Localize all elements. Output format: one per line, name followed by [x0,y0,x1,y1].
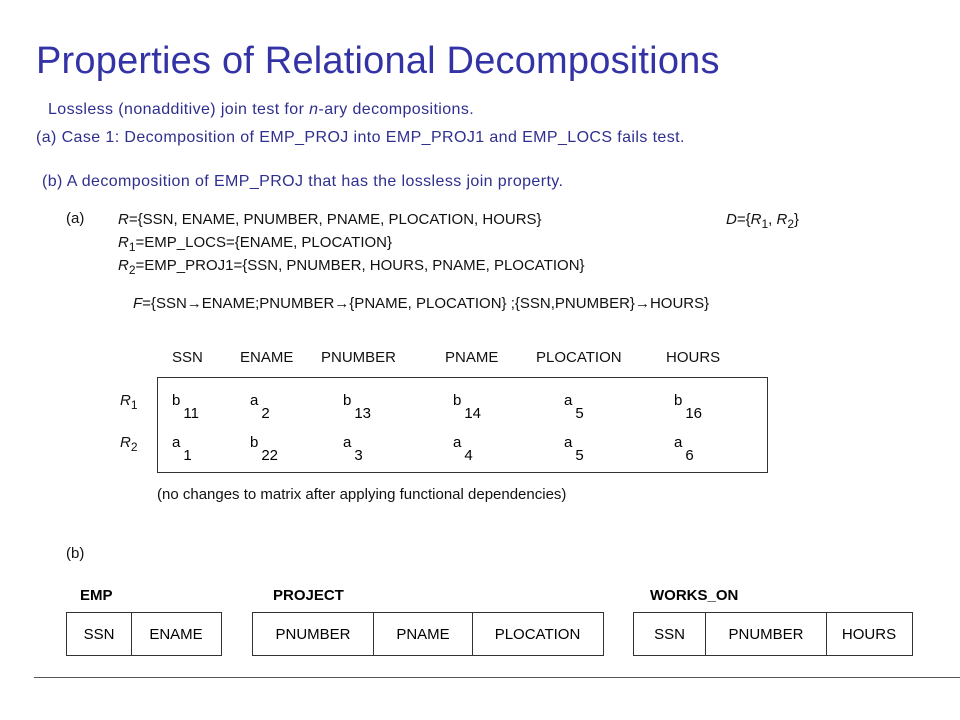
matrix-cell [343,392,372,422]
row-label-subscript: 2 [130,440,138,454]
d-r1-subscript: 1 [761,217,769,231]
matrix-cell [453,434,473,464]
cell-index: 5 [575,447,584,464]
cell-symbol: b [343,392,352,409]
matrix-cell [250,392,270,422]
intro-post: -ary decompositions. [318,101,475,118]
attribute-cell: ENAME [149,625,203,643]
r2-subscript: 2 [128,263,136,277]
cell-index: 22 [261,447,279,464]
matrix-header: PNAME [445,349,499,366]
matrix-header: HOURS [666,349,721,366]
row-label-subscript: 1 [130,398,138,412]
cell-index: 13 [354,405,372,422]
matrix-cell [564,434,584,464]
d-close: } [794,211,800,228]
d-r1: R [750,211,762,228]
r-symbol: R [118,211,129,228]
matrix-header: PLOCATION [536,349,622,366]
case-a-text: (a) Case 1: Decomposition of EMP_PROJ into EMP_PROJ1 and EMP_LOCS fails test. [36,129,685,146]
case-b-text: (b) A decomposition of EMP_PROJ that has the lossless join property. [42,173,564,190]
matrix-header: ENAME [240,349,294,366]
r1-subscript: 1 [128,240,136,254]
row-label-r2 [120,434,138,454]
intro-italic: n [309,101,319,118]
r2-definition [118,257,585,277]
cell-symbol: a [343,434,352,451]
relation-project [252,612,604,656]
r1-definition [118,234,393,254]
cell-symbol: a [453,434,462,451]
row-label-symbol: R [120,392,131,409]
matrix-cell [250,434,279,464]
cell-index: 5 [575,405,584,422]
matrix-cell [674,392,703,422]
slide-title: Properties of Relational Decompositions [36,40,720,82]
r1-symbol: R [118,234,129,251]
cell-index: 6 [685,447,694,464]
matrix-cell [564,392,584,422]
relation-name-emp: EMP [80,587,113,604]
cell-index: 16 [685,405,703,422]
matrix-header: SSN [172,349,203,366]
attribute-cell: PNUMBER [706,613,827,655]
d-r2: R [776,211,788,228]
d-r2-subscript: 2 [787,217,795,231]
figure-b-label: (b) [66,545,85,562]
d-comma: , [768,211,777,228]
cell-symbol: b [453,392,462,409]
intro-line [48,101,474,119]
cell-symbol: a [250,392,259,409]
cell-index: 3 [354,447,363,464]
matrix-cell [343,434,363,464]
row-label-symbol: R [120,434,131,451]
d-symbol: D [726,211,737,228]
matrix-cell [453,392,482,422]
relation-works-on [633,612,913,656]
d-definition [726,211,800,231]
cell-symbol: b [172,392,181,409]
r-definition-text: ={SSN, ENAME, PNUMBER, PNAME, PLOCATION, HOURS} [128,211,542,228]
attribute-cell: PNUMBER [253,613,374,655]
footer-divider [34,677,960,678]
relation-name-works-on: WORKS_ON [650,587,739,604]
cell-symbol: a [674,434,683,451]
attribute-cell: SSN [634,613,706,655]
matrix-cell [172,392,199,422]
cell-index: 4 [464,447,473,464]
matrix-header: PNUMBER [321,349,397,366]
relation-name-project: PROJECT [273,587,344,604]
r2-definition-text: =EMP_PROJ1={SSN, PNUMBER, HOURS, PNAME, PLOCATION} [135,257,585,274]
matrix-cell [674,434,694,464]
attribute-cell: PNAME [374,613,473,655]
r2-symbol: R [118,257,129,274]
row-label-r1 [120,392,138,412]
r1-definition-text: =EMP_LOCS={ENAME, PLOCATION} [135,234,393,251]
f-definition-text: ={SSN→ENAME;PNUMBER→{PNAME, PLOCATION} ;{SSN,PNUMBER}→HOURS} [142,295,710,312]
f-symbol: F [133,295,143,312]
cell-symbol: b [250,434,259,451]
cell-symbol: a [172,434,181,451]
intro-pre: Lossless (nonadditive) join test for [48,101,310,118]
attribute-cell: PLOCATION [494,625,581,643]
matrix-note: (no changes to matrix after applying functional dependencies) [157,486,567,503]
cell-index: 11 [183,405,199,422]
cell-symbol: b [674,392,683,409]
r-definition [118,211,542,228]
matrix-cell [172,434,192,464]
cell-symbol: a [564,392,573,409]
cell-index: 1 [183,447,192,464]
cell-index: 14 [464,405,482,422]
relation-emp [66,612,222,656]
attribute-cell: HOURS [841,625,897,643]
f-definition [133,295,709,312]
figure-a-label: (a) [66,210,85,227]
cell-symbol: a [564,434,573,451]
attribute-cell: SSN [67,613,132,655]
d-open: ={ [736,211,751,228]
cell-index: 2 [261,405,270,422]
